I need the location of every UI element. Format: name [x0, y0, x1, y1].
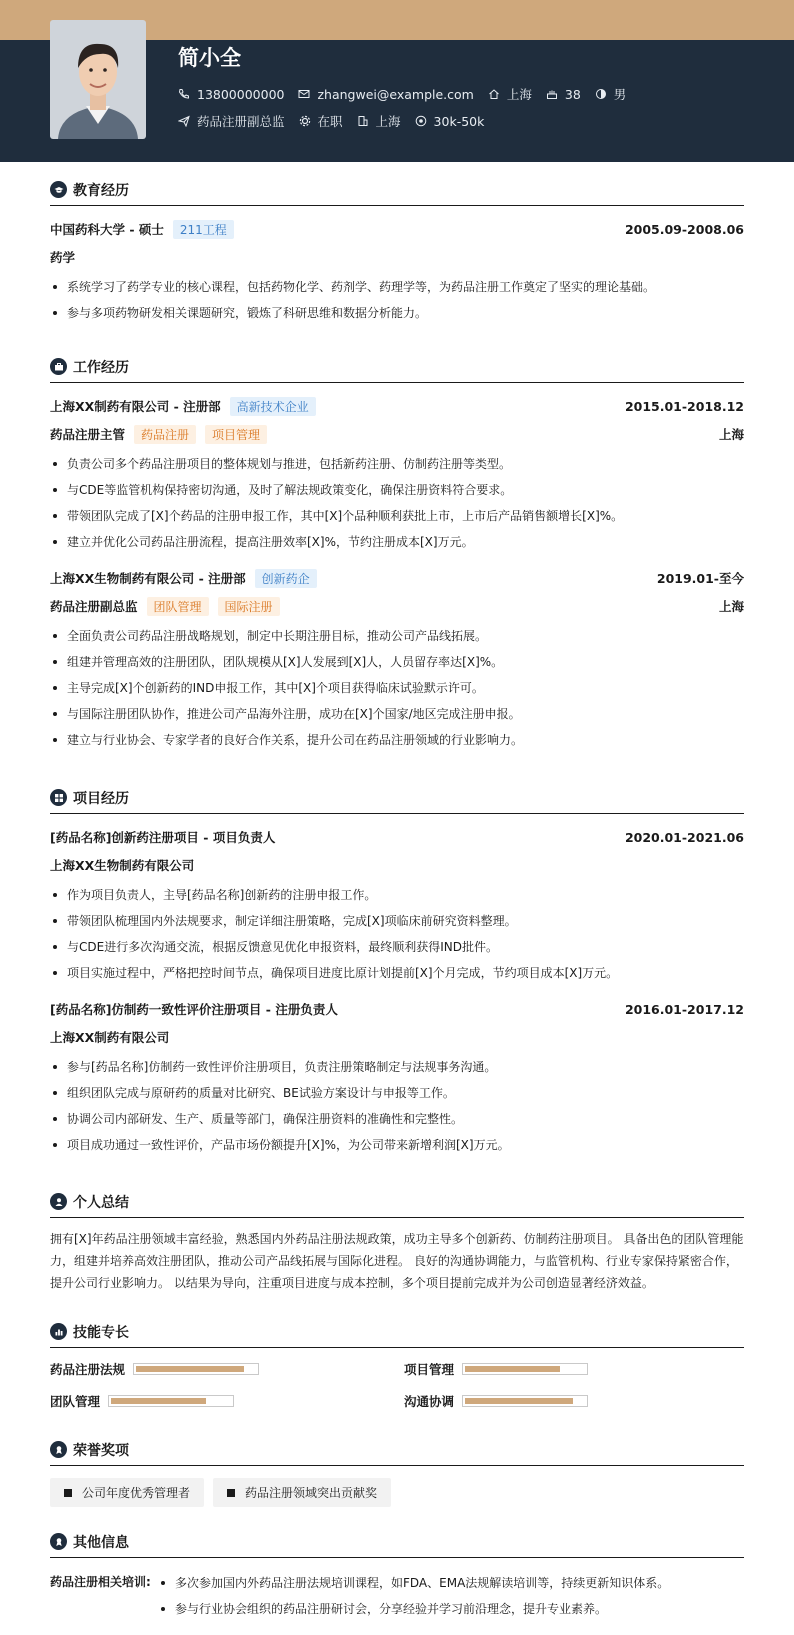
list-item: 主导完成[X]个创新药的IND申报工作，其中[X]个项目获得临床试验默示许可。	[50, 675, 744, 701]
list-item: 与CDE等监管机构保持密切沟通，及时了解法规政策变化，确保注册资料符合要求。	[50, 477, 744, 503]
project-company: 上海XX生物制药有限公司	[50, 858, 195, 873]
education-section	[50, 178, 744, 326]
company-tag: 高新技术企业	[230, 397, 316, 416]
other-label: 药品注册相关培训:	[50, 1575, 151, 1589]
skill-bar	[462, 1395, 588, 1407]
skill-tag: 项目管理	[205, 425, 267, 444]
company-name: 上海XX生物制药有限公司 - 注册部	[50, 571, 246, 586]
candidate-name: 简小全	[178, 46, 241, 70]
job-role: 药品注册副总监	[50, 599, 138, 614]
skill-bar	[133, 1363, 259, 1375]
project-title: [药品名称]仿制药一致性评价注册项目 - 注册负责人	[50, 1002, 338, 1017]
list-item: 项目成功通过一致性评价，产品市场份额提升[X]%，为公司带来新增利润[X]万元。	[50, 1132, 744, 1158]
awards-section	[50, 1438, 744, 1507]
list-item: 项目实施过程中，严格把控时间节点，确保项目进度比原计划提前[X]个月完成，节约项目成本[X]万元。	[50, 960, 744, 986]
education-bullets	[50, 274, 744, 326]
award-badge: 药品注册领域突出贡献奖	[213, 1478, 391, 1507]
work-date: 2015.01-2018.12	[624, 398, 744, 414]
home-icon	[488, 88, 500, 100]
company-name: 上海XX制药有限公司 - 注册部	[50, 399, 221, 414]
work-location: 上海	[718, 427, 744, 442]
section-header: 个人总结	[50, 1190, 744, 1218]
project-date: 2016.01-2017.12	[624, 1001, 744, 1017]
section-header: 荣誉奖项	[50, 1438, 744, 1466]
skill-item: 项目管理	[404, 1360, 744, 1378]
section-header: 工作经历	[50, 355, 744, 383]
section-header: 技能专长	[50, 1320, 744, 1348]
project-company: 上海XX制药有限公司	[50, 1030, 170, 1045]
project-entry	[50, 998, 744, 1158]
send-icon	[178, 115, 190, 127]
skill-item: 药品注册法规	[50, 1360, 404, 1378]
grid-icon	[50, 789, 67, 806]
user-icon	[50, 1193, 67, 1210]
section-header: 项目经历	[50, 786, 744, 814]
gender-icon	[595, 88, 607, 100]
skill-bar-fill	[111, 1398, 206, 1404]
location-item: 上海	[488, 85, 532, 103]
skill-bar	[108, 1395, 234, 1407]
list-item: 参与[药品名称]仿制药一致性评价注册项目，负责注册策略制定与法规事务沟通。	[50, 1054, 744, 1080]
city-item: 上海	[357, 112, 401, 130]
contact-row	[178, 85, 640, 103]
project-entry	[50, 826, 744, 986]
work-section	[50, 355, 744, 753]
info-icon	[50, 1533, 67, 1550]
list-item: 作为项目负责人，主导[药品名称]创新药的注册申报工作。	[50, 882, 744, 908]
company-tag: 创新药企	[255, 569, 317, 588]
list-item: 建立并优化公司药品注册流程，提高注册效率[X]%，节约注册成本[X]万元。	[50, 529, 744, 555]
skills-section	[50, 1320, 744, 1410]
phone-item: 13800000000	[178, 87, 284, 102]
list-item: 参与多项药物研发相关课题研究，锻炼了科研思维和数据分析能力。	[50, 300, 744, 326]
list-item: 协调公司内部研发、生产、质量等部门，确保注册资料的准确性和完整性。	[50, 1106, 744, 1132]
briefcase-icon	[50, 358, 67, 375]
skill-bar-fill	[465, 1398, 573, 1404]
award-icon	[50, 1441, 67, 1458]
list-item: 全面负责公司药品注册战略规划，制定中长期注册目标，推动公司产品线拓展。	[50, 623, 744, 649]
skill-bar-fill	[465, 1366, 560, 1372]
education-entry-header	[50, 218, 744, 240]
other-section	[50, 1530, 744, 1622]
projects-section	[50, 786, 744, 1158]
section-header: 其他信息	[50, 1530, 744, 1558]
phone-icon	[178, 88, 190, 100]
list-item: 参与行业协会组织的药品注册研讨会，分享经验并学习前沿理念，提升专业素养。	[156, 1596, 669, 1622]
skill-tag: 团队管理	[147, 597, 209, 616]
email-item: zhangwei@example.com	[298, 87, 473, 102]
summary-section	[50, 1190, 744, 1294]
status-item: 在职	[299, 112, 343, 130]
mail-icon	[298, 88, 310, 100]
skill-tag: 国际注册	[218, 597, 280, 616]
school-name: 中国药科大学 - 硕士	[50, 222, 164, 237]
list-item: 负责公司多个药品注册项目的整体规划与推进，包括新药注册、仿制药注册等类型。	[50, 451, 744, 477]
graduation-cap-icon	[50, 181, 67, 198]
job-role: 药品注册主管	[50, 427, 126, 442]
list-item: 系统学习了药学专业的核心课程，包括药物化学、药剂学、药理学等，为药品注册工作奠定了坚实的理论基础。	[50, 274, 744, 300]
list-item: 组织团队完成与原研药的质量对比研究、BE试验方案设计与申报等工作。	[50, 1080, 744, 1106]
skill-item: 沟通协调	[404, 1392, 744, 1410]
list-item: 与CDE进行多次沟通交流，根据反馈意见优化申报资料，最终顺利获得IND批件。	[50, 934, 744, 960]
awards-list	[50, 1478, 744, 1507]
building-icon	[357, 115, 369, 127]
summary-text: 拥有[X]年药品注册领域丰富经验，熟悉国内外药品注册法规政策，成功主导多个创新药、仿制药注册项目。 具备出色的团队管理能力，组建并培养高效注册团队，推动公司产品线拓展与国际化进程。 良好的沟通协调能力，与监管机构、行业专家保持紧密合作，提升公司行业影响力。 以结果为导向，注重项目进度与成本控制，多个项目提前完成并为公司创造显著经济效益。	[50, 1232, 744, 1290]
salary-item: 30k-50k	[415, 114, 485, 129]
school-tag: 211工程	[173, 220, 234, 239]
major-row	[50, 246, 744, 268]
major: 药学	[50, 250, 76, 265]
gender-item: 男	[595, 85, 627, 103]
list-item: 组建并管理高效的注册团队，团队规模从[X]人发展到[X]人，人员留存率达[X]%。	[50, 649, 744, 675]
project-date: 2020.01-2021.06	[624, 829, 744, 845]
skills-grid	[50, 1360, 744, 1410]
section-header: 教育经历	[50, 178, 744, 206]
skill-item: 团队管理	[50, 1392, 404, 1410]
work-entry	[50, 395, 744, 555]
bar-chart-icon	[50, 1323, 67, 1340]
work-entry	[50, 567, 744, 753]
list-item: 建立与行业协会、专家学者的良好合作关系，提升公司在药品注册领域的行业影响力。	[50, 727, 744, 753]
list-item: 带领团队完成了[X]个药品的注册申报工作，其中[X]个品种顺利获批上市，上市后产品销售额增长[X]%。	[50, 503, 744, 529]
position-item: 药品注册副总监	[178, 112, 285, 130]
coin-icon	[415, 115, 427, 127]
profile-photo	[50, 20, 146, 139]
skill-bar	[462, 1363, 588, 1375]
award-badge: 公司年度优秀管理者	[50, 1478, 204, 1507]
settings-icon	[299, 115, 311, 127]
project-title: [药品名称]创新药注册项目 - 项目负责人	[50, 830, 276, 845]
work-location: 上海	[718, 599, 744, 614]
list-item: 与国际注册团队协作，推进公司产品海外注册，成功在[X]个国家/地区完成注册申报。	[50, 701, 744, 727]
age-item: 38	[546, 87, 581, 102]
list-item: 带领团队梳理国内外法规要求，制定详细注册策略，完成[X]项临床前研究资料整理。	[50, 908, 744, 934]
work-date: 2019.01-至今	[656, 571, 744, 586]
education-date: 2005.09-2008.06	[624, 221, 744, 237]
skill-bar-fill	[136, 1366, 244, 1372]
list-item: 多次参加国内外药品注册法规培训课程，如FDA、EMA法规解读培训等，持续更新知识体系。	[156, 1570, 669, 1596]
cake-icon	[546, 88, 558, 100]
skill-tag: 药品注册	[134, 425, 196, 444]
other-info	[50, 1570, 744, 1622]
job-intent-row	[178, 112, 498, 130]
